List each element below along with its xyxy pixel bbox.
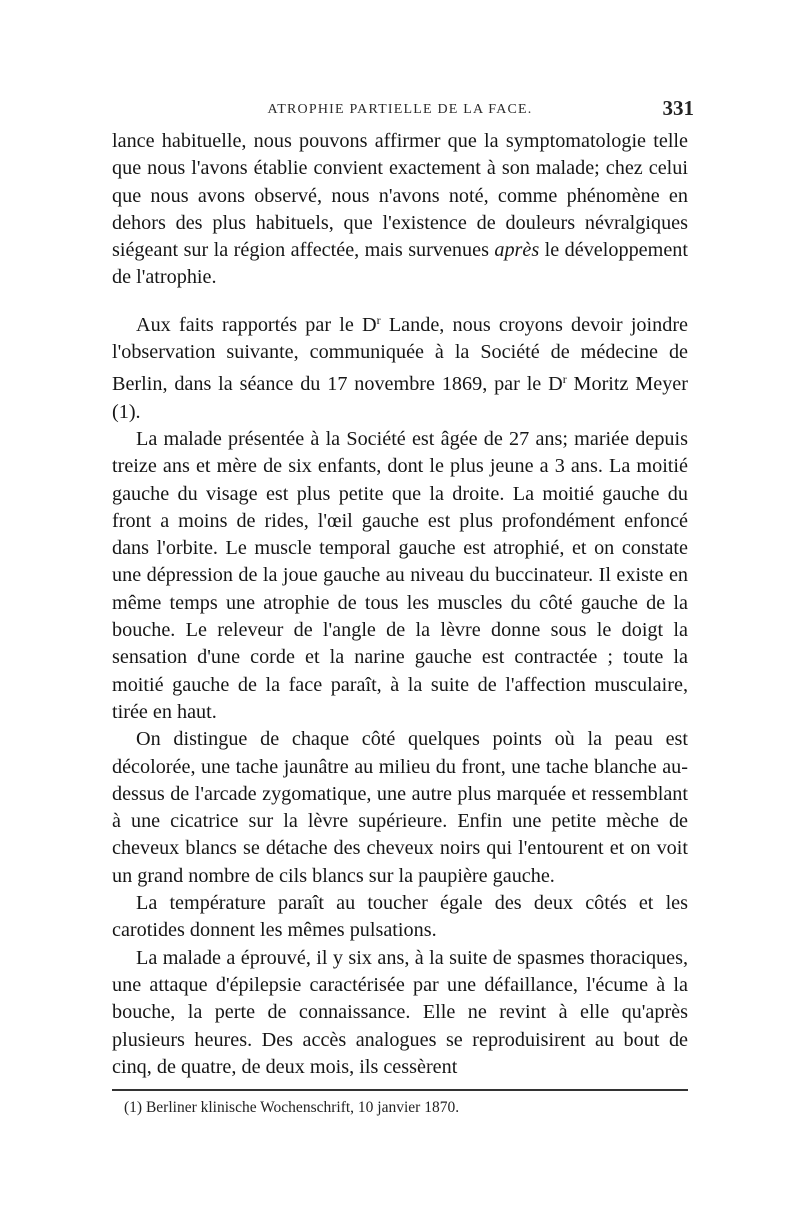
footnote-marker: (1): [124, 1099, 143, 1117]
paragraph-2-c: Moritz Meyer (1).: [112, 373, 688, 423]
paragraph-6: La malade a éprouvé, il y six ans, à la suite de spasmes thoraciques, une attaque d'épilepsie caractérisée par une défaillance, l'écume à la bouche, la perte de connaissance. Elle ne revint à elle qu'après plusieurs heures. Des accès analogues se reproduisirent au bout de cinq, de quatre, de deux mois, ils cessèrent: [112, 946, 688, 1078]
paragraph-2: [112, 307, 688, 426]
paragraph-4: On distingue de chaque côté quelques points où la peau est décolorée, une tache jaunâtre au milieu du front, une tache blanche au-dessus de l'arcade zygomatique, une autre plus marquée et ressemblant à une cicatrice sur la lèvre supérieure. Enfin une petite mèche de cheveux blancs se détache des cheveux noirs qui l'entourent et on voit un grand nombre de cils blancs sur la paupière gauche.: [112, 728, 688, 887]
paragraph-2-b: Lande, nous croyons devoir joindre l'observation suivante, communiquée à la Société de médecine de Berlin, dans la séance du 17 novembre 1869, par le D: [112, 313, 689, 396]
paragraph-3: La malade présentée à la Société est âgée de 27 ans; mariée depuis treize ans et mère de six enfants, dont le plus jeune a 3 ans. La moitié gauche du visage est plus petite que la droite. La moitié gauche du front a moins de rides, l'œil gauche est plus profondément enfoncé dans l'orbite. Le muscle temporal gauche est atrophié, et on constate une dépression de la joue gauche au niveau du buccinateur. Il existe en même temps une atrophie de tous les muscles du côté gauche de la bouche. Le releveur de l'angle de la lèvre donne sous le doigt la sensation d'une corde et la narine gauche est contractée ; toute la moitié gauche de la face paraît, à la suite de l'affection musculaire, tirée en haut.: [112, 427, 688, 723]
footnote: [112, 1097, 688, 1119]
superscript-r-2: r: [562, 372, 567, 387]
page-number: 331: [662, 96, 694, 120]
footnote-text: Berliner klinische Wochenschrift, 10 janvier 1870.: [145, 1099, 460, 1117]
book-page: [112, 92, 694, 1119]
running-head: ATROPHIE PARTIELLE DE LA FACE.: [267, 102, 533, 117]
paragraph-1: [112, 128, 688, 292]
paragraph-1-part-b: le développement de l'atrophie.: [112, 239, 688, 289]
paragraph-2-a: Aux faits rapportés par le D: [136, 313, 377, 336]
page-header: [112, 92, 694, 128]
paragraph-5: La température paraît au toucher égale des deux côtés et les carotides donnent les mêmes pulsations.: [112, 892, 688, 942]
italic-apres: après: [494, 239, 540, 262]
body-text: [112, 128, 688, 1081]
superscript-r: r: [376, 312, 381, 327]
paragraph-1-part-a: lance habituelle, nous pouvons affirmer que la symptomatologie telle que nous l'avons établie convient exactement à son malade; chez celui que nous avons observé, nous n'avons noté, comme phénomène en dehors des plus habituels, que l'existence de douleurs névralgiques siégeant sur la région affectée, mais survenues: [112, 130, 688, 262]
footnote-rule: [112, 1089, 688, 1091]
